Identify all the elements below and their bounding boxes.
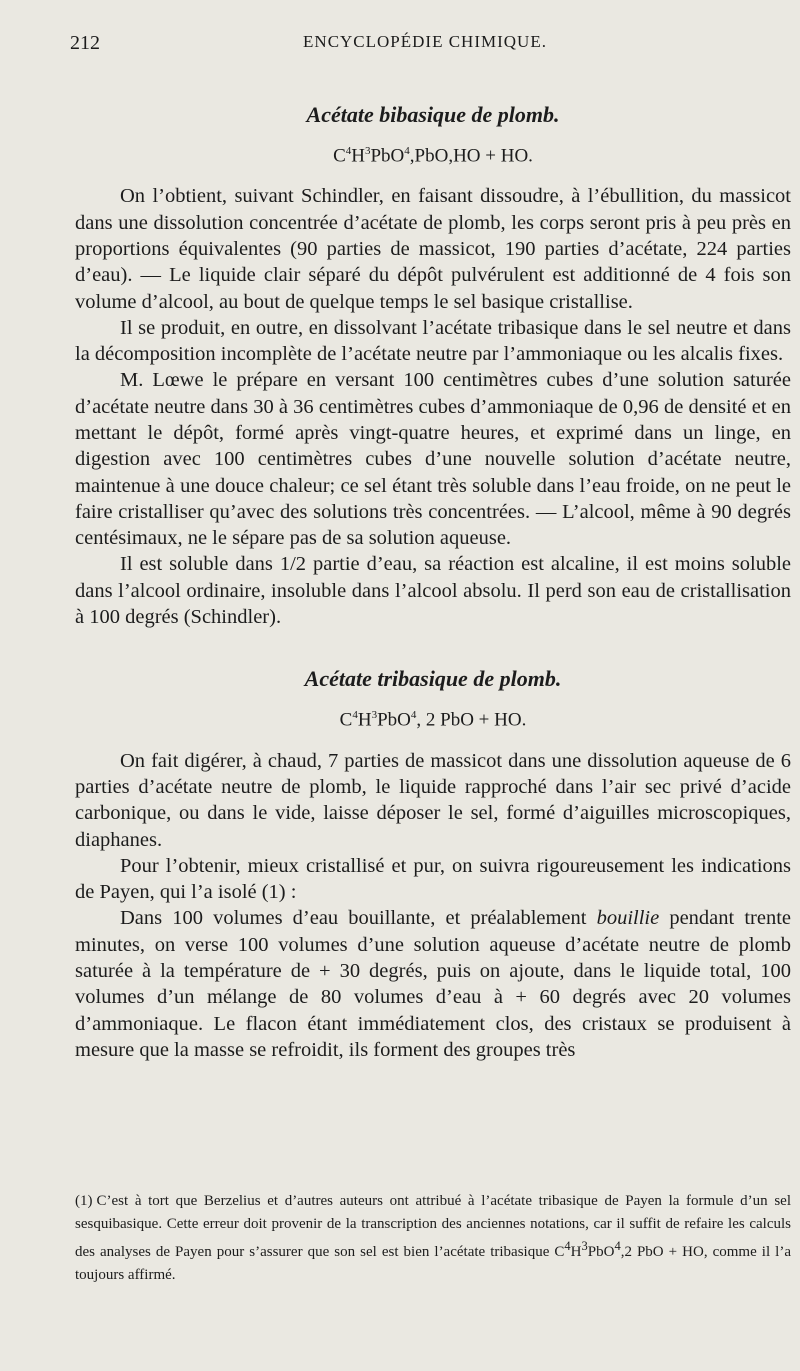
formula-lead-oxide: PbO xyxy=(587,1244,615,1260)
formula-lead-oxide: PbO xyxy=(370,145,405,167)
formula-hydrogen-count: 3 xyxy=(371,709,378,722)
section-title-tribasic: Acétate tribasique de plomb. xyxy=(304,666,562,692)
formula-carbon: C xyxy=(554,1244,565,1260)
section-spacer xyxy=(75,630,791,664)
formula-hydrogen: H xyxy=(570,1244,582,1260)
footnote-body: , comme il l’a toujours affirmé. xyxy=(75,1244,791,1283)
formula-bibasic xyxy=(75,138,791,169)
formula-oxygen-count: 4 xyxy=(410,709,417,722)
formula-oxygen-count: 4 xyxy=(404,145,410,157)
footnote xyxy=(75,1190,791,1286)
formula-tribasic xyxy=(75,702,791,733)
paragraph: On l’obtient, suivant Schindler, en faisant dissoudre, à l’ébullition, du massicot dans une dissolution concentrée d’acétate de plomb, les corps seront pris à peu près en proportions équivalentes (90 parties de massicot, 190 parties d’acétate, 224 parties d’eau). — Le liquide clair séparé du dépôt pulvérulent est additionné de 4 fois son volume d’alcool, au bout de quelque temps le sel basique cristallise. xyxy=(75,185,791,313)
footnote-text xyxy=(75,1190,791,1286)
formula-hydrogen-count: 3 xyxy=(581,1239,588,1253)
paragraph: M. Lœwe le prépare en versant 100 centimètres cubes d’une solution saturée d’acétate neutre dans 30 à 36 centimètres cubes d’ammoniaque de 0,96 de densité et en mettant le dépôt, formé après vingt-quatre heures, et exprimé dans un linge, en digestion avec 100 centimètres cubes d’une nouvelle solution d’acétate neutre, maintenue à une douce chaleur; ce sel étant très soluble dans l’eau froide, on ne peut le faire cristalliser qu’avec des solutions très concentrées. — L’alcool, même à 90 degrés centésimaux, ne le sépare pas de sa solution aqueuse. xyxy=(75,369,791,550)
formula-hydrogen-count: 3 xyxy=(364,145,371,157)
paragraph xyxy=(75,905,791,1063)
footnote-body: C’est à tort que Berzelius et d’autres auteurs ont attribué à l’acétate tribasique de Payen la formule d’un sel sesquibasique. Cette erreur doit provenir de la transcription des anciennes notations, car il suffit de refaire les calculs des analyses de Payen pour s’assurer que son sel est bien l’acétate tribasique xyxy=(75,1193,791,1260)
footnote-marker: (1) xyxy=(75,1193,93,1209)
main-content xyxy=(75,100,791,1063)
formula-rest: , 2 PbO + HO. xyxy=(416,709,527,731)
formula-hydrogen: H xyxy=(351,145,365,167)
page-number: 212 xyxy=(70,32,100,54)
page-header xyxy=(70,32,780,58)
paragraph-text: pendant trente minutes, on verse 100 volumes d’une solution aqueuse d’acétate neutre de plomb saturée à la température de + 30 degrés, puis on ajoute, dans le liquide total, 100 volumes d’un mélange de 80 volumes d’eau à + 60 degrés avec 20 volumes d’ammoniaque. Le flacon étant immédiatement clos, des cristaux se produisent à mesure que la masse se refroidit, ils forment des groupes très xyxy=(75,907,791,1061)
paragraph: On fait digérer, à chaud, 7 parties de massicot dans une dissolution aqueuse de 6 parties d’acétate neutre de plomb, le liquide rapproché dans l’air sec privé d’acide carbonique, ou dans le vide, laisse déposer le sel, formé d’aiguilles microscopiques, diaphanes. xyxy=(75,749,791,851)
formula-rest: ,PbO,HO + HO. xyxy=(409,145,533,167)
paragraph: Il est soluble dans 1/2 partie d’eau, sa réaction est alcaline, il est moins soluble dans l’alcool ordinaire, insoluble dans l’alcool absolu. Il perd son eau de cristallisation à 100 degrés (Schindler). xyxy=(75,553,791,629)
formula-hydrogen: H xyxy=(357,709,372,731)
formula-carbon: C xyxy=(339,709,353,731)
section-title-bibasic: Acétate bibasique de plomb. xyxy=(306,102,560,127)
formula-carbon: C xyxy=(333,145,346,167)
paragraph-text: Dans 100 volumes d’eau bouillante, et préalablement xyxy=(120,907,597,930)
paragraph: Il se produit, en outre, en dissolvant l’acétate tribasique dans le sel neutre et dans la décomposition incomplète de l’acétate neutre par l’ammoniaque ou les alcalis fixes. xyxy=(75,316,791,366)
formula-carbon-count: 4 xyxy=(352,709,358,722)
formula-carbon-count: 4 xyxy=(345,145,352,157)
formula-carbon-count: 4 xyxy=(564,1239,571,1253)
footnote-formula xyxy=(554,1239,704,1260)
formula-rest: ,2 PbO + HO xyxy=(620,1244,704,1260)
running-title: ENCYCLOPÉDIE CHIMIQUE. xyxy=(303,32,547,51)
formula-lead-oxide: PbO xyxy=(377,709,411,731)
formula-oxygen-count: 4 xyxy=(614,1239,621,1253)
paragraph: Pour l’obtenir, mieux cristallisé et pur, on suivra rigoureusement les indications de Payen, qui l’a isolé (1) : xyxy=(75,854,791,904)
emphasized-word: bouillie xyxy=(596,907,660,930)
